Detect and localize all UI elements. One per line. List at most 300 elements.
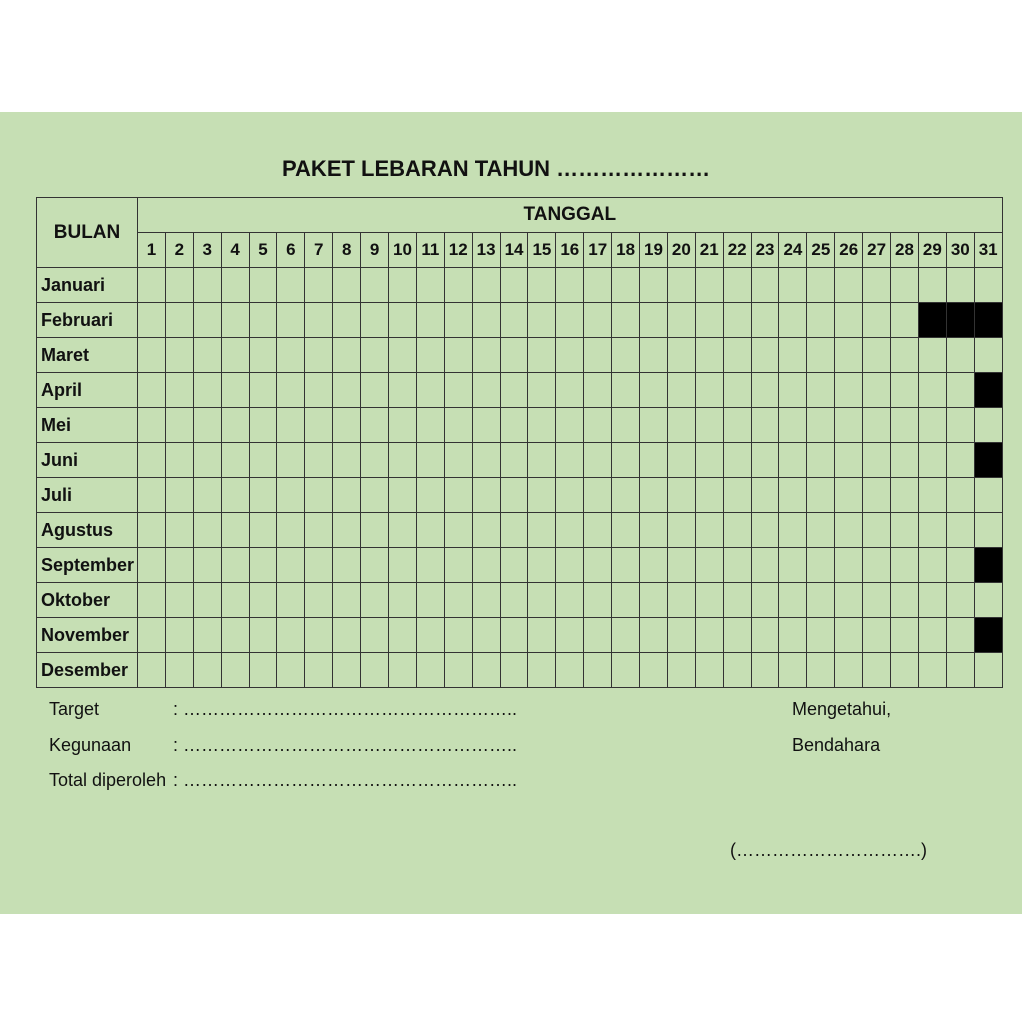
day-cell[interactable] — [472, 303, 500, 338]
day-cell[interactable] — [584, 583, 612, 618]
day-cell[interactable] — [193, 583, 221, 618]
day-cell[interactable] — [863, 443, 891, 478]
day-cell[interactable] — [389, 548, 417, 583]
day-cell[interactable] — [500, 303, 528, 338]
day-cell[interactable] — [249, 373, 277, 408]
day-cell[interactable] — [138, 548, 166, 583]
day-cell[interactable] — [891, 268, 919, 303]
day-cell[interactable] — [946, 548, 974, 583]
day-cell[interactable] — [389, 653, 417, 688]
day-cell[interactable] — [528, 303, 556, 338]
day-cell[interactable] — [695, 548, 723, 583]
day-cell[interactable] — [779, 478, 807, 513]
day-cell[interactable] — [416, 548, 444, 583]
day-cell[interactable] — [751, 373, 779, 408]
day-cell[interactable] — [612, 653, 640, 688]
field-blank[interactable]: : ……………………………………………….. — [173, 770, 518, 790]
day-cell[interactable] — [695, 583, 723, 618]
day-cell[interactable] — [807, 653, 835, 688]
day-cell[interactable] — [640, 583, 668, 618]
day-cell[interactable] — [640, 548, 668, 583]
day-cell[interactable] — [751, 408, 779, 443]
day-cell[interactable] — [193, 653, 221, 688]
day-cell[interactable] — [584, 478, 612, 513]
day-cell[interactable] — [193, 618, 221, 653]
day-cell[interactable] — [305, 338, 333, 373]
day-cell[interactable] — [751, 303, 779, 338]
day-cell[interactable] — [138, 443, 166, 478]
day-cell[interactable] — [193, 373, 221, 408]
day-cell[interactable] — [946, 618, 974, 653]
day-cell[interactable] — [193, 338, 221, 373]
day-cell[interactable] — [918, 583, 946, 618]
day-cell[interactable] — [138, 303, 166, 338]
day-cell[interactable] — [974, 268, 1002, 303]
day-cell[interactable] — [612, 618, 640, 653]
day-cell[interactable] — [695, 513, 723, 548]
day-cell[interactable] — [444, 303, 472, 338]
day-cell[interactable] — [723, 303, 751, 338]
day-cell[interactable] — [863, 513, 891, 548]
day-cell[interactable] — [221, 618, 249, 653]
day-cell[interactable] — [556, 513, 584, 548]
day-cell[interactable] — [918, 408, 946, 443]
day-cell[interactable] — [556, 618, 584, 653]
day-cell[interactable] — [584, 618, 612, 653]
day-cell[interactable] — [221, 548, 249, 583]
day-cell[interactable] — [277, 373, 305, 408]
day-cell[interactable] — [333, 548, 361, 583]
day-cell[interactable] — [779, 548, 807, 583]
day-cell[interactable] — [918, 618, 946, 653]
day-cell[interactable] — [500, 548, 528, 583]
day-cell[interactable] — [138, 408, 166, 443]
day-cell[interactable] — [361, 338, 389, 373]
day-cell[interactable] — [918, 443, 946, 478]
day-cell[interactable] — [807, 618, 835, 653]
day-cell[interactable] — [695, 268, 723, 303]
day-cell[interactable] — [305, 408, 333, 443]
day-cell[interactable] — [165, 478, 193, 513]
day-cell[interactable] — [807, 513, 835, 548]
day-cell[interactable] — [249, 268, 277, 303]
day-cell[interactable] — [667, 548, 695, 583]
day-cell[interactable] — [444, 653, 472, 688]
day-cell[interactable] — [333, 338, 361, 373]
day-cell[interactable] — [807, 408, 835, 443]
day-cell[interactable] — [584, 653, 612, 688]
day-cell[interactable] — [891, 303, 919, 338]
day-cell[interactable] — [221, 303, 249, 338]
day-cell[interactable] — [667, 268, 695, 303]
day-cell[interactable] — [165, 268, 193, 303]
day-cell[interactable] — [472, 513, 500, 548]
day-cell[interactable] — [277, 408, 305, 443]
day-cell[interactable] — [193, 513, 221, 548]
day-cell[interactable] — [751, 513, 779, 548]
day-cell[interactable] — [584, 303, 612, 338]
day-cell[interactable] — [723, 408, 751, 443]
day-cell[interactable] — [249, 408, 277, 443]
day-cell[interactable] — [416, 268, 444, 303]
day-cell[interactable] — [528, 443, 556, 478]
day-cell[interactable] — [165, 618, 193, 653]
day-cell[interactable] — [695, 478, 723, 513]
day-cell[interactable] — [807, 338, 835, 373]
day-cell[interactable] — [277, 618, 305, 653]
day-cell[interactable] — [946, 513, 974, 548]
day-cell[interactable] — [389, 513, 417, 548]
day-cell[interactable] — [333, 513, 361, 548]
day-cell[interactable] — [138, 478, 166, 513]
day-cell[interactable] — [556, 408, 584, 443]
day-cell[interactable] — [361, 373, 389, 408]
day-cell[interactable] — [305, 583, 333, 618]
day-cell[interactable] — [779, 583, 807, 618]
day-cell[interactable] — [221, 408, 249, 443]
day-cell[interactable] — [835, 583, 863, 618]
day-cell[interactable] — [807, 303, 835, 338]
day-cell[interactable] — [807, 373, 835, 408]
day-cell[interactable] — [556, 478, 584, 513]
day-cell[interactable] — [723, 618, 751, 653]
day-cell[interactable] — [723, 373, 751, 408]
day-cell[interactable] — [612, 268, 640, 303]
day-cell[interactable] — [723, 443, 751, 478]
day-cell[interactable] — [695, 443, 723, 478]
day-cell[interactable] — [807, 268, 835, 303]
day-cell[interactable] — [500, 338, 528, 373]
day-cell[interactable] — [946, 583, 974, 618]
day-cell[interactable] — [389, 618, 417, 653]
day-cell[interactable] — [612, 443, 640, 478]
day-cell[interactable] — [918, 513, 946, 548]
day-cell[interactable] — [333, 408, 361, 443]
day-cell[interactable] — [556, 443, 584, 478]
day-cell[interactable] — [863, 653, 891, 688]
day-cell[interactable] — [974, 513, 1002, 548]
day-cell[interactable] — [165, 303, 193, 338]
day-cell[interactable] — [835, 338, 863, 373]
day-cell[interactable] — [695, 373, 723, 408]
day-cell[interactable] — [584, 513, 612, 548]
day-cell[interactable] — [863, 303, 891, 338]
day-cell[interactable] — [221, 373, 249, 408]
day-cell[interactable] — [165, 653, 193, 688]
day-cell[interactable] — [528, 618, 556, 653]
day-cell[interactable] — [946, 478, 974, 513]
field-blank[interactable]: : ……………………………………………….. — [173, 735, 518, 755]
day-cell[interactable] — [277, 338, 305, 373]
day-cell[interactable] — [667, 408, 695, 443]
day-cell[interactable] — [584, 408, 612, 443]
day-cell[interactable] — [863, 373, 891, 408]
day-cell[interactable] — [807, 583, 835, 618]
day-cell[interactable] — [277, 513, 305, 548]
day-cell[interactable] — [918, 373, 946, 408]
day-cell[interactable] — [389, 583, 417, 618]
day-cell[interactable] — [974, 338, 1002, 373]
day-cell[interactable] — [472, 408, 500, 443]
day-cell[interactable] — [221, 653, 249, 688]
day-cell[interactable] — [751, 338, 779, 373]
day-cell[interactable] — [249, 618, 277, 653]
day-cell[interactable] — [584, 373, 612, 408]
day-cell[interactable] — [695, 303, 723, 338]
day-cell[interactable] — [361, 583, 389, 618]
day-cell[interactable] — [416, 653, 444, 688]
day-cell[interactable] — [835, 268, 863, 303]
day-cell[interactable] — [723, 583, 751, 618]
day-cell[interactable] — [165, 338, 193, 373]
day-cell[interactable] — [863, 618, 891, 653]
day-cell[interactable] — [193, 268, 221, 303]
day-cell[interactable] — [751, 618, 779, 653]
day-cell[interactable] — [249, 443, 277, 478]
day-cell[interactable] — [416, 478, 444, 513]
day-cell[interactable] — [918, 338, 946, 373]
day-cell[interactable] — [528, 583, 556, 618]
day-cell[interactable] — [416, 618, 444, 653]
day-cell[interactable] — [472, 653, 500, 688]
day-cell[interactable] — [333, 443, 361, 478]
day-cell[interactable] — [138, 373, 166, 408]
day-cell[interactable] — [863, 583, 891, 618]
day-cell[interactable] — [891, 408, 919, 443]
day-cell[interactable] — [667, 373, 695, 408]
day-cell[interactable] — [193, 548, 221, 583]
day-cell[interactable] — [667, 618, 695, 653]
day-cell[interactable] — [361, 618, 389, 653]
day-cell[interactable] — [751, 548, 779, 583]
day-cell[interactable] — [723, 268, 751, 303]
day-cell[interactable] — [891, 653, 919, 688]
day-cell[interactable] — [249, 513, 277, 548]
day-cell[interactable] — [193, 408, 221, 443]
day-cell[interactable] — [444, 618, 472, 653]
day-cell[interactable] — [556, 303, 584, 338]
day-cell[interactable] — [165, 513, 193, 548]
day-cell[interactable] — [807, 548, 835, 583]
day-cell[interactable] — [751, 653, 779, 688]
day-cell[interactable] — [333, 268, 361, 303]
day-cell[interactable] — [389, 373, 417, 408]
day-cell[interactable] — [333, 478, 361, 513]
day-cell[interactable] — [974, 408, 1002, 443]
day-cell[interactable] — [863, 408, 891, 443]
day-cell[interactable] — [389, 478, 417, 513]
day-cell[interactable] — [389, 338, 417, 373]
day-cell[interactable] — [444, 513, 472, 548]
day-cell[interactable] — [640, 443, 668, 478]
day-cell[interactable] — [361, 408, 389, 443]
day-cell[interactable] — [138, 618, 166, 653]
day-cell[interactable] — [918, 478, 946, 513]
day-cell[interactable] — [500, 268, 528, 303]
day-cell[interactable] — [333, 618, 361, 653]
day-cell[interactable] — [695, 338, 723, 373]
day-cell[interactable] — [891, 478, 919, 513]
day-cell[interactable] — [779, 303, 807, 338]
day-cell[interactable] — [444, 408, 472, 443]
day-cell[interactable] — [807, 478, 835, 513]
day-cell[interactable] — [835, 548, 863, 583]
day-cell[interactable] — [444, 443, 472, 478]
day-cell[interactable] — [249, 338, 277, 373]
day-cell[interactable] — [500, 373, 528, 408]
day-cell[interactable] — [640, 338, 668, 373]
day-cell[interactable] — [640, 268, 668, 303]
day-cell[interactable] — [612, 548, 640, 583]
signature-name-blank[interactable]: (………………………….) — [730, 840, 927, 860]
day-cell[interactable] — [249, 478, 277, 513]
day-cell[interactable] — [333, 303, 361, 338]
day-cell[interactable] — [612, 583, 640, 618]
day-cell[interactable] — [416, 583, 444, 618]
day-cell[interactable] — [165, 443, 193, 478]
day-cell[interactable] — [835, 303, 863, 338]
day-cell[interactable] — [946, 408, 974, 443]
day-cell[interactable] — [779, 338, 807, 373]
day-cell[interactable] — [528, 408, 556, 443]
day-cell[interactable] — [640, 653, 668, 688]
day-cell[interactable] — [835, 618, 863, 653]
day-cell[interactable] — [389, 408, 417, 443]
day-cell[interactable] — [472, 443, 500, 478]
day-cell[interactable] — [528, 548, 556, 583]
day-cell[interactable] — [863, 268, 891, 303]
day-cell[interactable] — [695, 408, 723, 443]
day-cell[interactable] — [389, 443, 417, 478]
day-cell[interactable] — [667, 478, 695, 513]
day-cell[interactable] — [165, 548, 193, 583]
day-cell[interactable] — [974, 583, 1002, 618]
day-cell[interactable] — [640, 513, 668, 548]
day-cell[interactable] — [138, 653, 166, 688]
day-cell[interactable] — [193, 303, 221, 338]
day-cell[interactable] — [528, 268, 556, 303]
day-cell[interactable] — [416, 338, 444, 373]
day-cell[interactable] — [305, 373, 333, 408]
day-cell[interactable] — [891, 583, 919, 618]
day-cell[interactable] — [695, 653, 723, 688]
day-cell[interactable] — [751, 268, 779, 303]
day-cell[interactable] — [779, 513, 807, 548]
day-cell[interactable] — [751, 443, 779, 478]
day-cell[interactable] — [667, 338, 695, 373]
day-cell[interactable] — [946, 338, 974, 373]
day-cell[interactable] — [612, 373, 640, 408]
day-cell[interactable] — [751, 478, 779, 513]
day-cell[interactable] — [221, 513, 249, 548]
day-cell[interactable] — [918, 653, 946, 688]
day-cell[interactable] — [500, 618, 528, 653]
day-cell[interactable] — [835, 408, 863, 443]
day-cell[interactable] — [584, 548, 612, 583]
day-cell[interactable] — [138, 583, 166, 618]
day-cell[interactable] — [612, 338, 640, 373]
day-cell[interactable] — [918, 548, 946, 583]
day-cell[interactable] — [667, 653, 695, 688]
day-cell[interactable] — [416, 408, 444, 443]
day-cell[interactable] — [500, 443, 528, 478]
day-cell[interactable] — [193, 478, 221, 513]
day-cell[interactable] — [472, 373, 500, 408]
day-cell[interactable] — [361, 653, 389, 688]
day-cell[interactable] — [891, 443, 919, 478]
day-cell[interactable] — [165, 408, 193, 443]
day-cell[interactable] — [974, 478, 1002, 513]
day-cell[interactable] — [500, 583, 528, 618]
day-cell[interactable] — [416, 373, 444, 408]
day-cell[interactable] — [556, 268, 584, 303]
day-cell[interactable] — [835, 653, 863, 688]
day-cell[interactable] — [723, 653, 751, 688]
day-cell[interactable] — [946, 653, 974, 688]
day-cell[interactable] — [305, 513, 333, 548]
day-cell[interactable] — [612, 303, 640, 338]
day-cell[interactable] — [249, 548, 277, 583]
day-cell[interactable] — [277, 478, 305, 513]
day-cell[interactable] — [361, 268, 389, 303]
day-cell[interactable] — [416, 303, 444, 338]
day-cell[interactable] — [361, 513, 389, 548]
day-cell[interactable] — [305, 268, 333, 303]
day-cell[interactable] — [500, 513, 528, 548]
day-cell[interactable] — [361, 303, 389, 338]
day-cell[interactable] — [361, 548, 389, 583]
day-cell[interactable] — [416, 513, 444, 548]
day-cell[interactable] — [528, 478, 556, 513]
day-cell[interactable] — [556, 548, 584, 583]
day-cell[interactable] — [138, 513, 166, 548]
day-cell[interactable] — [277, 443, 305, 478]
day-cell[interactable] — [138, 268, 166, 303]
day-cell[interactable] — [946, 373, 974, 408]
day-cell[interactable] — [221, 478, 249, 513]
day-cell[interactable] — [528, 653, 556, 688]
day-cell[interactable] — [221, 268, 249, 303]
day-cell[interactable] — [221, 338, 249, 373]
day-cell[interactable] — [333, 583, 361, 618]
day-cell[interactable] — [640, 478, 668, 513]
day-cell[interactable] — [863, 478, 891, 513]
day-cell[interactable] — [361, 478, 389, 513]
day-cell[interactable] — [444, 548, 472, 583]
day-cell[interactable] — [444, 478, 472, 513]
day-cell[interactable] — [277, 303, 305, 338]
day-cell[interactable] — [305, 618, 333, 653]
day-cell[interactable] — [946, 443, 974, 478]
day-cell[interactable] — [640, 618, 668, 653]
day-cell[interactable] — [500, 408, 528, 443]
day-cell[interactable] — [249, 653, 277, 688]
day-cell[interactable] — [835, 513, 863, 548]
day-cell[interactable] — [891, 548, 919, 583]
day-cell[interactable] — [472, 338, 500, 373]
day-cell[interactable] — [891, 338, 919, 373]
day-cell[interactable] — [835, 443, 863, 478]
day-cell[interactable] — [556, 653, 584, 688]
day-cell[interactable] — [556, 373, 584, 408]
day-cell[interactable] — [667, 583, 695, 618]
day-cell[interactable] — [472, 548, 500, 583]
day-cell[interactable] — [444, 583, 472, 618]
day-cell[interactable] — [584, 268, 612, 303]
day-cell[interactable] — [165, 583, 193, 618]
day-cell[interactable] — [667, 513, 695, 548]
day-cell[interactable] — [723, 548, 751, 583]
